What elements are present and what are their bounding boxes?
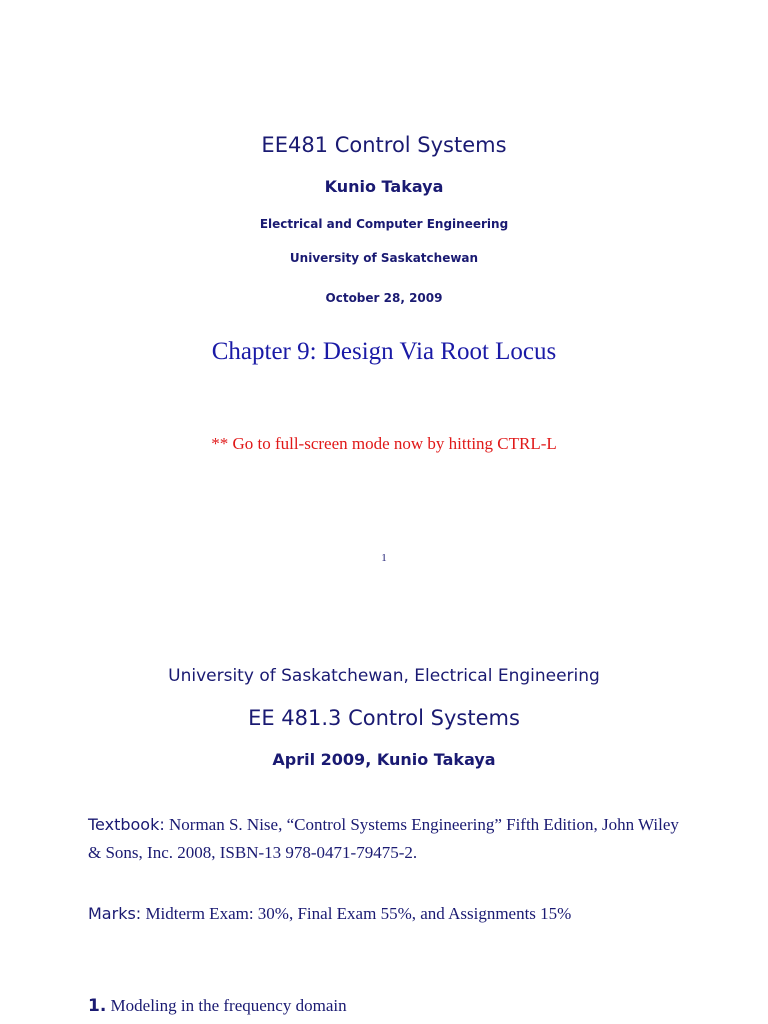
university: University of Saskatchewan <box>289 251 479 265</box>
marks-text: Midterm Exam: 30%, Final Exam 55%, and Assignments 15% <box>145 904 572 923</box>
author-name: Kunio Takaya <box>324 177 444 196</box>
department: Electrical and Computer Engineering <box>259 217 509 231</box>
fullscreen-hint: ** Go to full-screen mode now by hitting CTRL-L <box>211 434 557 453</box>
date: October 28, 2009 <box>325 291 443 305</box>
textbook-label: Textbook: <box>88 815 165 834</box>
chapter-title: Chapter 9: Design Via Root Locus <box>211 338 557 365</box>
university-department-line: University of Saskatchewan, Electrical Engineering <box>168 666 600 686</box>
textbook-text: Norman S. Nise, “Control Systems Engineering” Fifth Edition, John Wiley & Sons, Inc. 2008, ISBN-13 978-0471-79475-2. <box>88 815 679 862</box>
date-author-line: April 2009, Kunio Takaya <box>272 750 496 769</box>
marks-label: Marks: <box>88 904 142 923</box>
topic-number: 1. <box>88 996 107 1016</box>
course-title: EE481 Control Systems <box>261 133 507 157</box>
textbook-paragraph <box>88 811 688 867</box>
course-title-2: EE 481.3 Control Systems <box>248 706 520 730</box>
marks-paragraph <box>88 900 688 928</box>
topic-list-item <box>88 992 688 1020</box>
topic-text: Modeling in the frequency domain <box>110 996 347 1015</box>
page-number: 1 <box>381 552 387 564</box>
